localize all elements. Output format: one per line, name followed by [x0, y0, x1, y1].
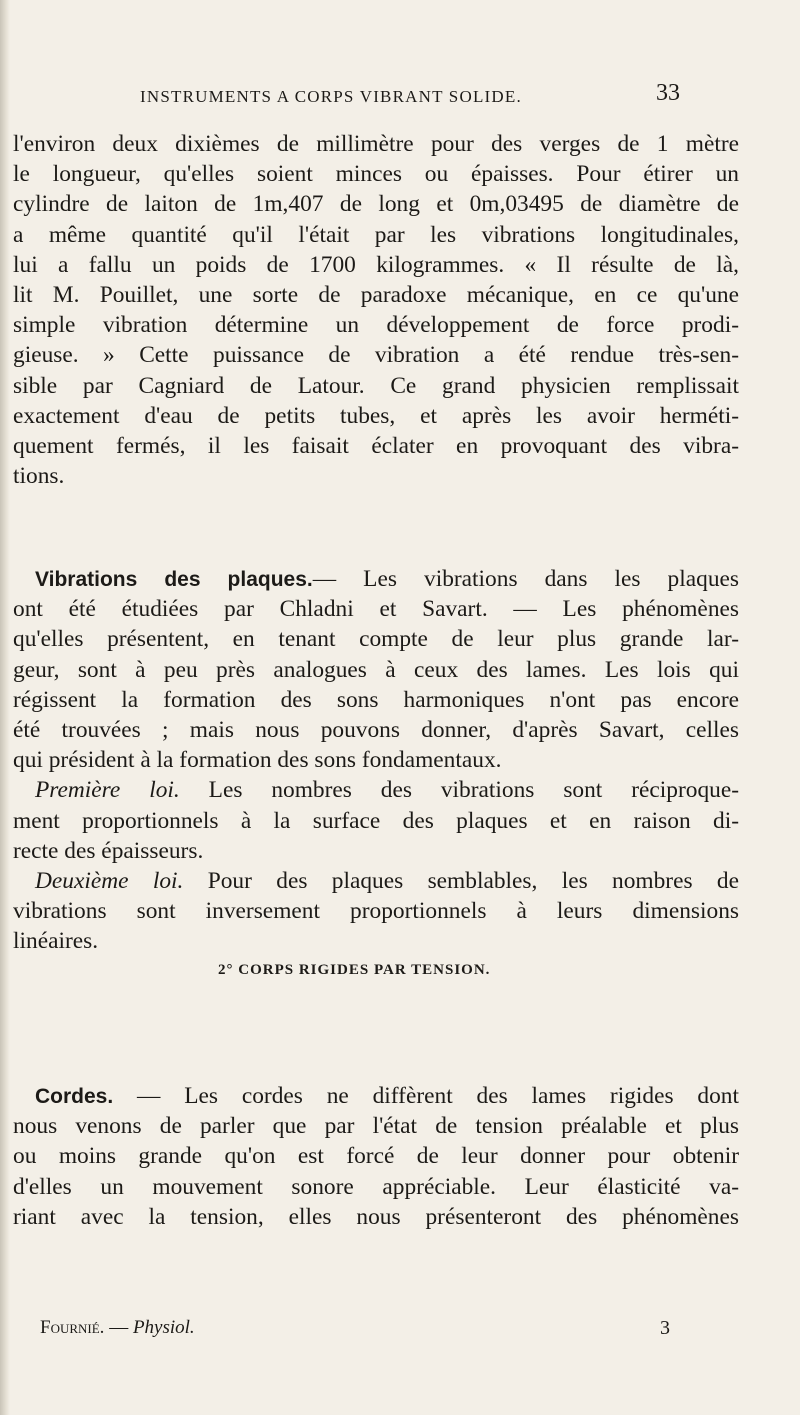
- text-line: tions.: [13, 463, 65, 490]
- text-line: lui a fallu un poids de 1700 kilogrammes. « Il résulte de là,: [13, 251, 739, 278]
- text-line: gieuse. » Cette puissance de vibration a été rendue très-sen-: [13, 342, 739, 369]
- text-line: recte des épaisseurs.: [13, 837, 204, 864]
- footer-author: Fournié.: [40, 1317, 105, 1338]
- text-line: d'elles un mouvement sonore appréciable. Leur élasticité va-: [13, 1173, 739, 1200]
- text-line-rest: Les nombres des vibrations sont réciproque-: [179, 777, 740, 804]
- text-line: nous venons de parler que par l'état de tension préalable et plus: [13, 1113, 739, 1140]
- text-line: a même quantité qu'il l'était par les vibrations longitudinales,: [13, 221, 739, 248]
- text-line: qu'elles présentent, en tenant compte de leur plus grande lar-: [13, 626, 739, 653]
- text-line: l'environ deux dixièmes de millimètre pour des verges de 1 mètre: [13, 131, 739, 157]
- text-line: cylindre de laiton de 1m,407 de long et 0m,03495 de diamètre de: [13, 191, 739, 218]
- text-line: vibrations sont inversement proportionnels à leurs dimensions: [13, 898, 739, 925]
- text-line: qui président à la formation des sons fondamentaux.: [13, 747, 502, 774]
- paragraph-cordes: [13, 1081, 739, 1232]
- text-line-rest: Pour des plaques semblables, les nombres de: [183, 867, 739, 894]
- text-line: ont été étudiées par Chladni et Savart. — Les phénomènes: [13, 596, 739, 623]
- text-line: ou moins grande qu'on est forcé de leur donner pour obtenir: [13, 1143, 739, 1170]
- text-line: linéaires.: [13, 928, 99, 955]
- text-line: geur, sont à peu près analogues à ceux des lames. Les lois qui: [13, 656, 739, 683]
- text-line: [13, 866, 739, 896]
- text-line: ment proportionnels à la surface des plaques et en raison di-: [13, 807, 739, 834]
- text-line: le longueur, qu'elles soient minces ou épaisses. Pour étirer un: [13, 161, 739, 188]
- text-line-rest: — Les vibrations dans les plaques: [312, 566, 739, 592]
- text-line: lit M. Pouillet, une sorte de paradoxe mécanique, en ce qu'une: [13, 281, 739, 308]
- text-line: [13, 1081, 739, 1111]
- footer-dash: —: [109, 1317, 129, 1338]
- footer-work: Physiol.: [132, 1317, 195, 1338]
- text-line: [13, 775, 739, 805]
- section-heading: 2° CORPS RIGIDES PAR TENSION.: [218, 962, 491, 978]
- signature-mark: 3: [660, 1317, 670, 1339]
- page-number: 33: [656, 80, 680, 106]
- text-line: riant avec la tension, elles nous présenteront des phénomènes: [13, 1203, 739, 1230]
- running-head: INSTRUMENTS A CORPS VIBRANT SOLIDE.: [140, 87, 522, 106]
- text-line-rest: — Les cordes ne diffèrent des lames rigides dont: [113, 1083, 739, 1109]
- paragraph-plaques: [13, 564, 739, 956]
- run-in-heading-cordes: Cordes.: [35, 1085, 114, 1108]
- paragraph-1: [13, 129, 739, 491]
- text-line: quement fermés, il les faisait éclater en provoquant des vibra-: [13, 432, 739, 459]
- text-line: été trouvées ; mais nous pouvons donner, d'après Savart, celles: [13, 716, 739, 743]
- text-line: simple vibration détermine un développement de force prodi-: [13, 312, 739, 339]
- text-line: régissent la formation des sons harmoniques n'ont pas encore: [13, 686, 739, 713]
- text-line: sible par Cagniard de Latour. Ce grand physicien remplissait: [13, 372, 739, 399]
- footer-citation: [40, 1317, 195, 1339]
- text-line: [13, 564, 739, 594]
- text-line: exactement d'eau de petits tubes, et après les avoir herméti-: [13, 402, 739, 429]
- run-in-heading-deuxieme-loi: Deuxième loi.: [35, 867, 184, 894]
- run-in-heading-plaques: Vibrations des plaques.: [35, 568, 313, 591]
- run-in-heading-premiere-loi: Première loi.: [35, 777, 180, 804]
- page-edge-shadow: [0, 0, 10, 1415]
